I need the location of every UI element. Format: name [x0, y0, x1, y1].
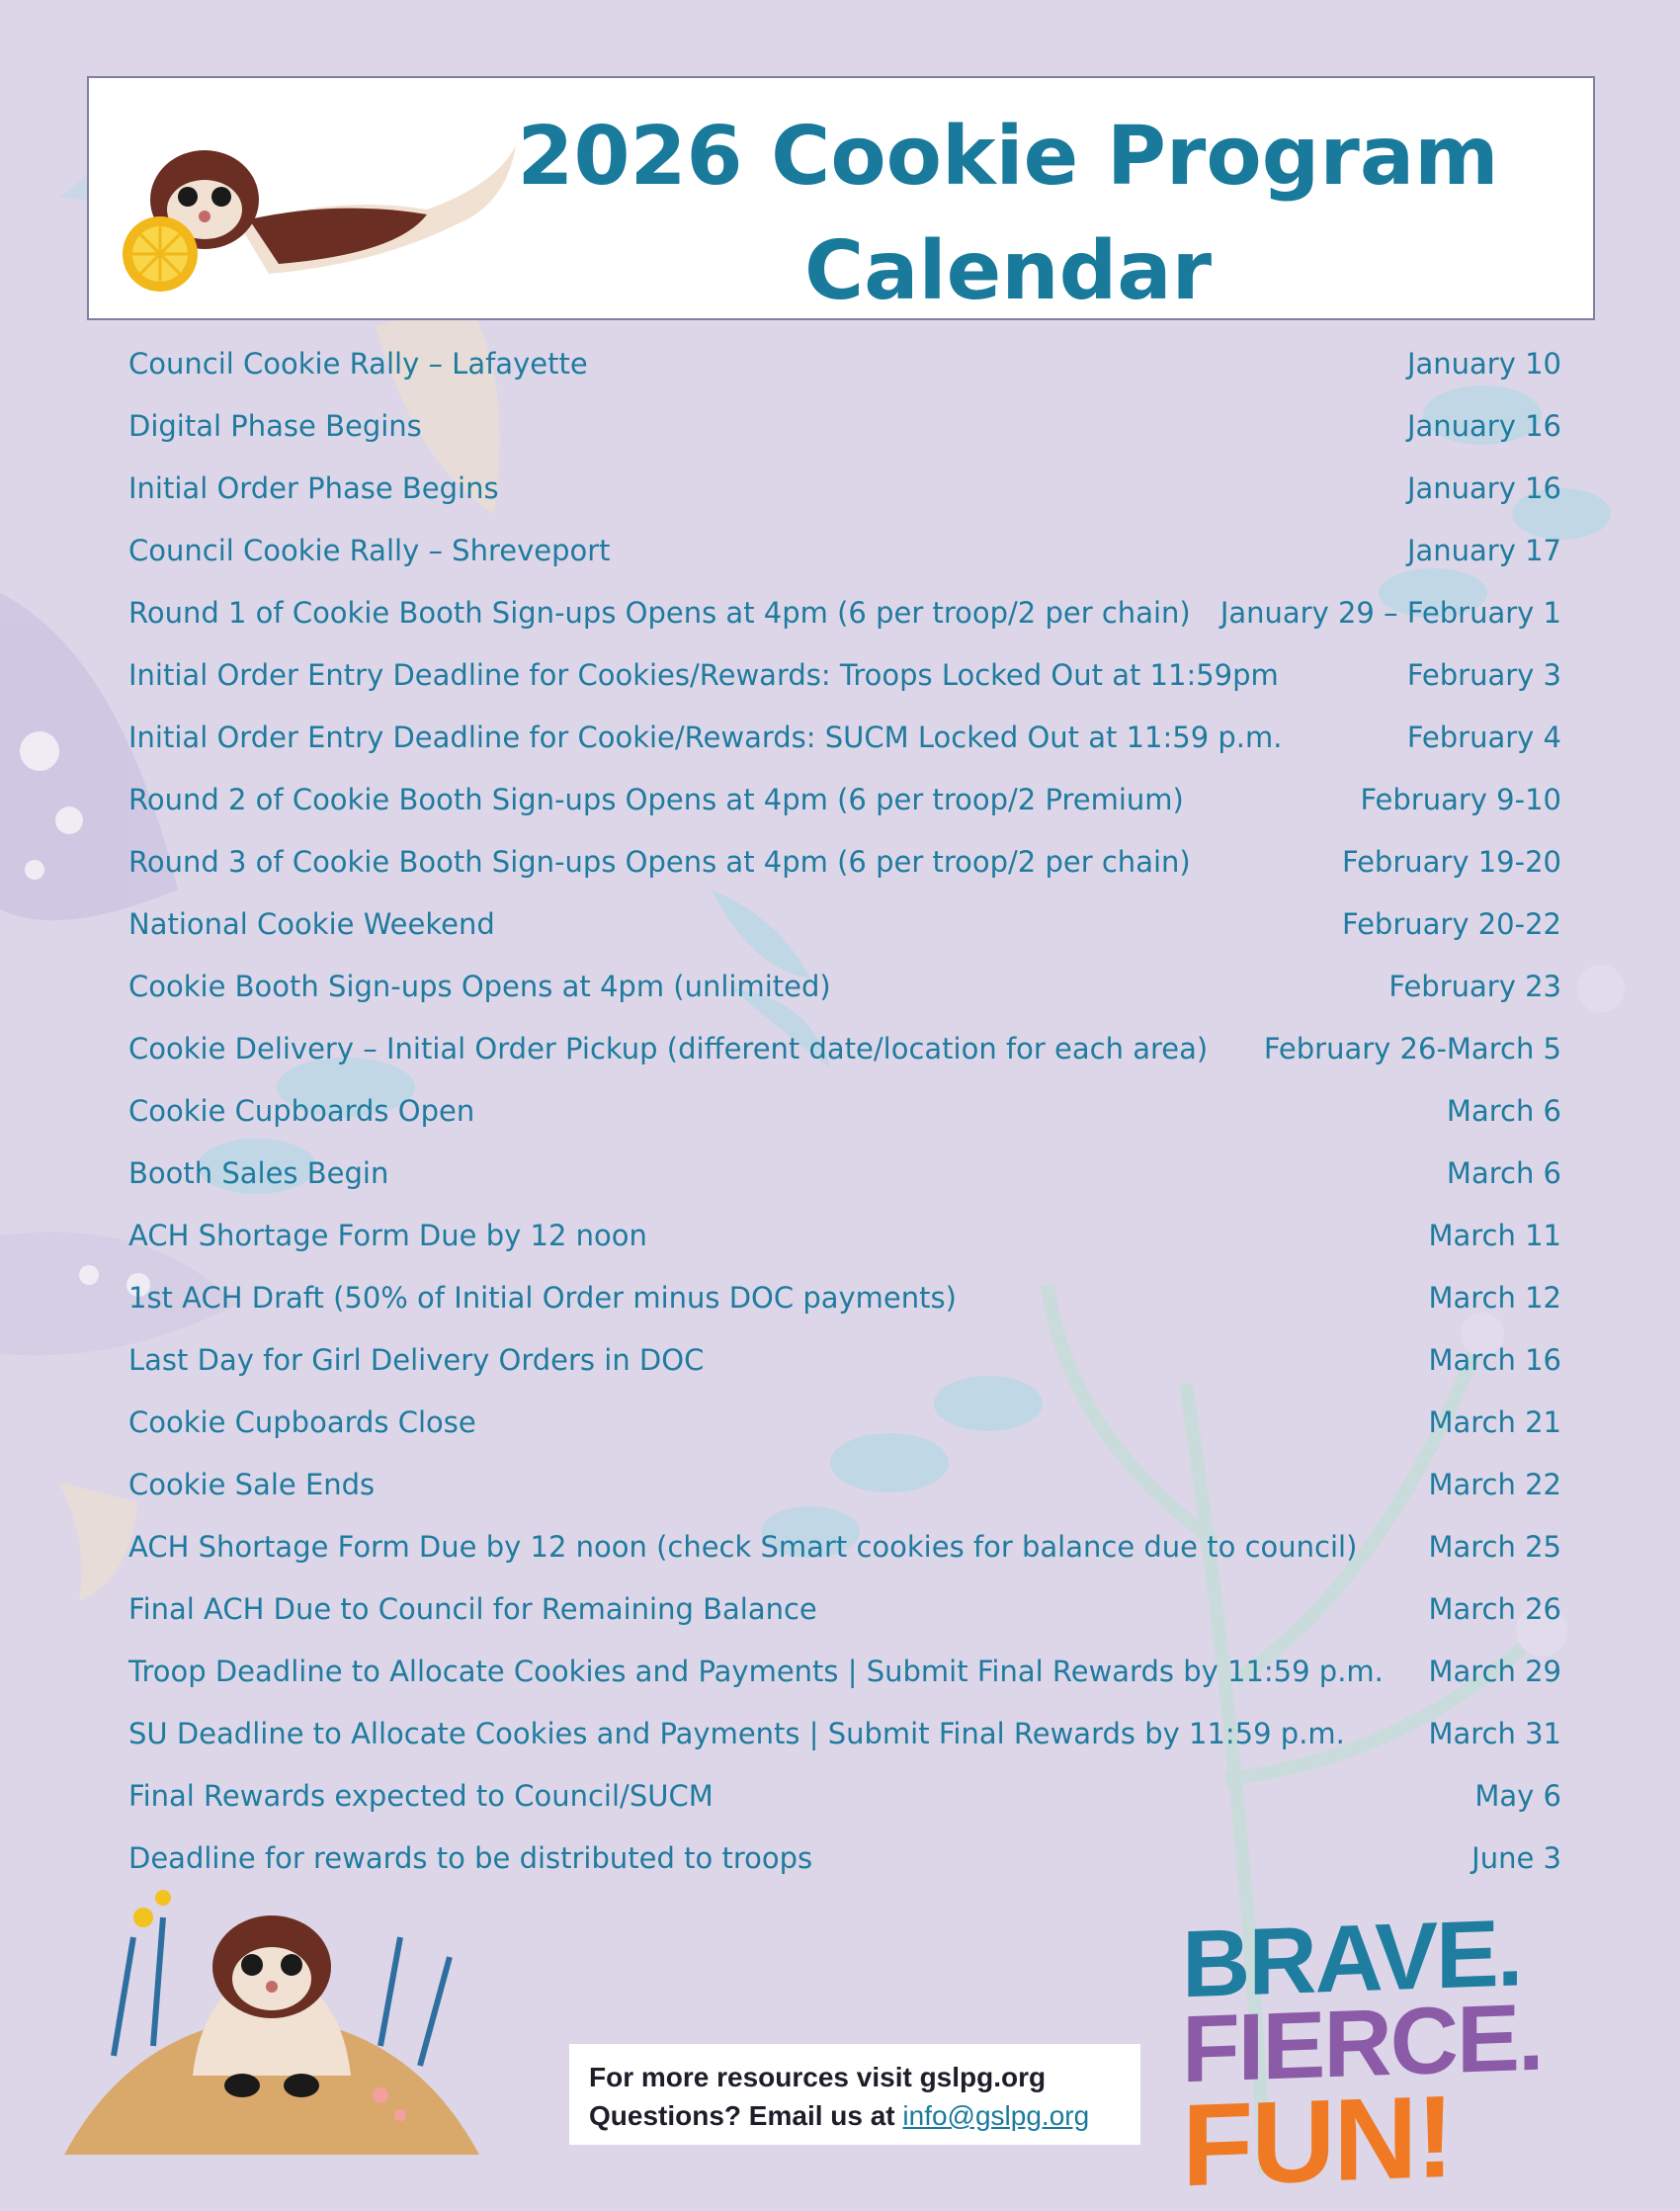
event-label: Deadline for rewards to be distributed to troops [128, 1840, 813, 1875]
event-row [128, 394, 1561, 457]
event-label: Initial Order Entry Deadline for Cookie/Rewards: SUCM Locked Out at 11:59 p.m. [128, 720, 1283, 754]
event-date: March 6 [1446, 1093, 1561, 1128]
event-row [128, 1204, 1561, 1266]
event-date: March 11 [1428, 1218, 1561, 1252]
event-row [128, 643, 1561, 706]
event-label: Cookie Cupboards Open [128, 1093, 475, 1128]
event-row [128, 893, 1561, 955]
event-row [128, 1764, 1561, 1827]
event-date: June 3 [1471, 1840, 1561, 1875]
event-date: March 22 [1428, 1467, 1561, 1501]
event-row [128, 1266, 1561, 1328]
brand-line-fun: FUN! [1182, 2071, 1453, 2211]
ferret-in-burrow-illustration [54, 1878, 489, 2165]
event-label: Cookie Sale Ends [128, 1467, 376, 1501]
event-date: May 6 [1474, 1778, 1561, 1813]
event-date: January 17 [1406, 533, 1561, 567]
event-label: Final Rewards expected to Council/SUCM [128, 1778, 714, 1813]
event-row [128, 1328, 1561, 1391]
event-label: Council Cookie Rally – Shreveport [128, 533, 611, 567]
event-row [128, 1142, 1561, 1204]
event-date: March 25 [1428, 1529, 1561, 1564]
event-label: Last Day for Girl Delivery Orders in DOC [128, 1342, 705, 1377]
event-row [128, 581, 1561, 643]
event-date: March 21 [1428, 1404, 1561, 1439]
event-date: March 12 [1428, 1280, 1561, 1315]
event-date: February 4 [1406, 720, 1561, 754]
event-label: SU Deadline to Allocate Cookies and Payments | Submit Final Rewards by 11:59 p.m. [128, 1716, 1345, 1750]
title-box [87, 76, 1595, 320]
event-label: Initial Order Phase Begins [128, 470, 499, 505]
event-row [128, 1453, 1561, 1515]
event-label: Initial Order Entry Deadline for Cookies/Rewards: Troops Locked Out at 11:59pm [128, 657, 1279, 692]
event-date: March 31 [1428, 1716, 1561, 1750]
event-list [128, 332, 1561, 1889]
event-date: February 23 [1388, 969, 1561, 1003]
event-label: Cookie Delivery – Initial Order Pickup (different date/location for each area) [128, 1031, 1209, 1065]
event-row [128, 519, 1561, 581]
email-link[interactable]: info@gslpg.org [902, 2100, 1090, 2131]
event-date: February 9-10 [1360, 782, 1561, 816]
event-row [128, 1391, 1561, 1453]
brand-slogan [1182, 1900, 1597, 2211]
brand-line-brave: BRAVE. [1182, 1900, 1522, 2018]
event-row [128, 457, 1561, 519]
event-row [128, 1640, 1561, 1702]
event-label: Troop Deadline to Allocate Cookies and Payments | Submit Final Rewards by 11:59 p.m. [128, 1654, 1384, 1688]
questions-line [589, 2096, 1121, 2135]
event-row [128, 332, 1561, 394]
event-row [128, 1702, 1561, 1764]
event-row [128, 768, 1561, 830]
event-date: February 19-20 [1342, 844, 1561, 879]
event-date: January 10 [1406, 346, 1561, 381]
event-label: Cookie Cupboards Close [128, 1404, 476, 1439]
questions-text: Questions? Email us at [589, 2100, 903, 2131]
title-line-2: Calendar [803, 224, 1213, 318]
event-label: Round 1 of Cookie Booth Sign-ups Opens at 4pm (6 per troop/2 per chain) [128, 595, 1191, 630]
event-label: Final ACH Due to Council for Remaining Balance [128, 1591, 817, 1626]
event-date: January 16 [1406, 408, 1561, 443]
event-label: 1st ACH Draft (50% of Initial Order minus DOC payments) [128, 1280, 957, 1315]
event-row [128, 1577, 1561, 1640]
event-row [128, 1515, 1561, 1577]
event-row [128, 830, 1561, 893]
event-label: ACH Shortage Form Due by 12 noon (check Smart cookies for balance due to council) [128, 1529, 1358, 1564]
event-label: Cookie Booth Sign-ups Opens at 4pm (unlimited) [128, 969, 831, 1003]
resources-text: For more resources visit gslpg.org [589, 2062, 1047, 2092]
event-date: February 3 [1406, 657, 1561, 692]
event-row [128, 1079, 1561, 1142]
event-label: Round 3 of Cookie Booth Sign-ups Opens at 4pm (6 per troop/2 per chain) [128, 844, 1191, 879]
event-label: Booth Sales Begin [128, 1155, 389, 1190]
event-label: Council Cookie Rally – Lafayette [128, 346, 588, 381]
event-date: February 20-22 [1342, 906, 1561, 941]
page-title [445, 100, 1571, 329]
event-date: March 26 [1428, 1591, 1561, 1626]
brand-line-fierce: FIERCE. [1182, 1984, 1543, 2103]
event-label: ACH Shortage Form Due by 12 noon [128, 1218, 647, 1252]
event-label: Round 2 of Cookie Booth Sign-ups Opens at 4pm (6 per troop/2 Premium) [128, 782, 1184, 816]
title-line-1: 2026 Cookie Program [517, 110, 1499, 204]
event-date: January 29 – February 1 [1219, 595, 1561, 630]
event-label: Digital Phase Begins [128, 408, 422, 443]
event-date: January 16 [1406, 470, 1561, 505]
event-label: National Cookie Weekend [128, 906, 495, 941]
event-row [128, 955, 1561, 1017]
event-date: March 29 [1428, 1654, 1561, 1688]
event-row [128, 1017, 1561, 1079]
event-row [128, 706, 1561, 768]
event-date: March 16 [1428, 1342, 1561, 1377]
resource-info-box [569, 2044, 1140, 2145]
event-date: February 26-March 5 [1263, 1031, 1561, 1065]
event-date: March 6 [1446, 1155, 1561, 1190]
